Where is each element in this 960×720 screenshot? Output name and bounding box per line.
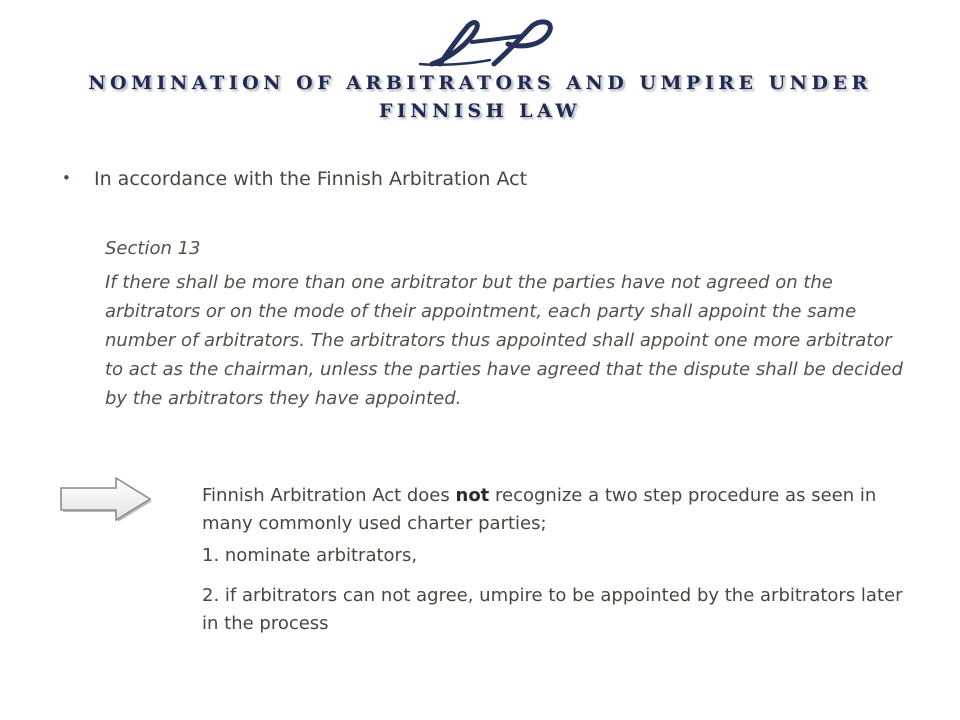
note-text xyxy=(202,482,912,538)
note-text-before: Finnish Arbitration Act does xyxy=(202,485,456,506)
bullet-dot: • xyxy=(62,169,71,187)
slide-title-line-2: FINNISH LAW xyxy=(378,100,582,122)
bullet-item xyxy=(62,168,527,190)
slide-title-line-1: NOMINATION OF ARBITRATORS AND UMPIRE UNDER xyxy=(88,72,872,94)
hp-logo-icon xyxy=(410,14,560,70)
section-text: If there shall be more than one arbitrator but the parties have not agreed on the arbitrators or on the mode of their appointment, each party shall appoint the same number of arbitrators. The arbitrators thus appointed shall appoint one more arbitrator to act as the chairman, unless the parties have agreed that the dispute shall be decided by the arbitrators they have appointed. xyxy=(105,272,903,409)
step-item-2: 2. if arbitrators can not agree, umpire to be appointed by the arbitrators later in the process xyxy=(202,585,903,634)
bullet-text: In accordance with the Finnish Arbitration Act xyxy=(94,168,528,190)
right-arrow-icon xyxy=(58,474,154,522)
note-text-after: recognize a two step procedure as seen in many commonly used charter parties; xyxy=(202,485,877,534)
section-heading: Section 13 xyxy=(105,238,201,259)
note-emphasis: not xyxy=(455,485,490,506)
step-item-1: 1. nominate arbitrators, xyxy=(202,545,418,566)
